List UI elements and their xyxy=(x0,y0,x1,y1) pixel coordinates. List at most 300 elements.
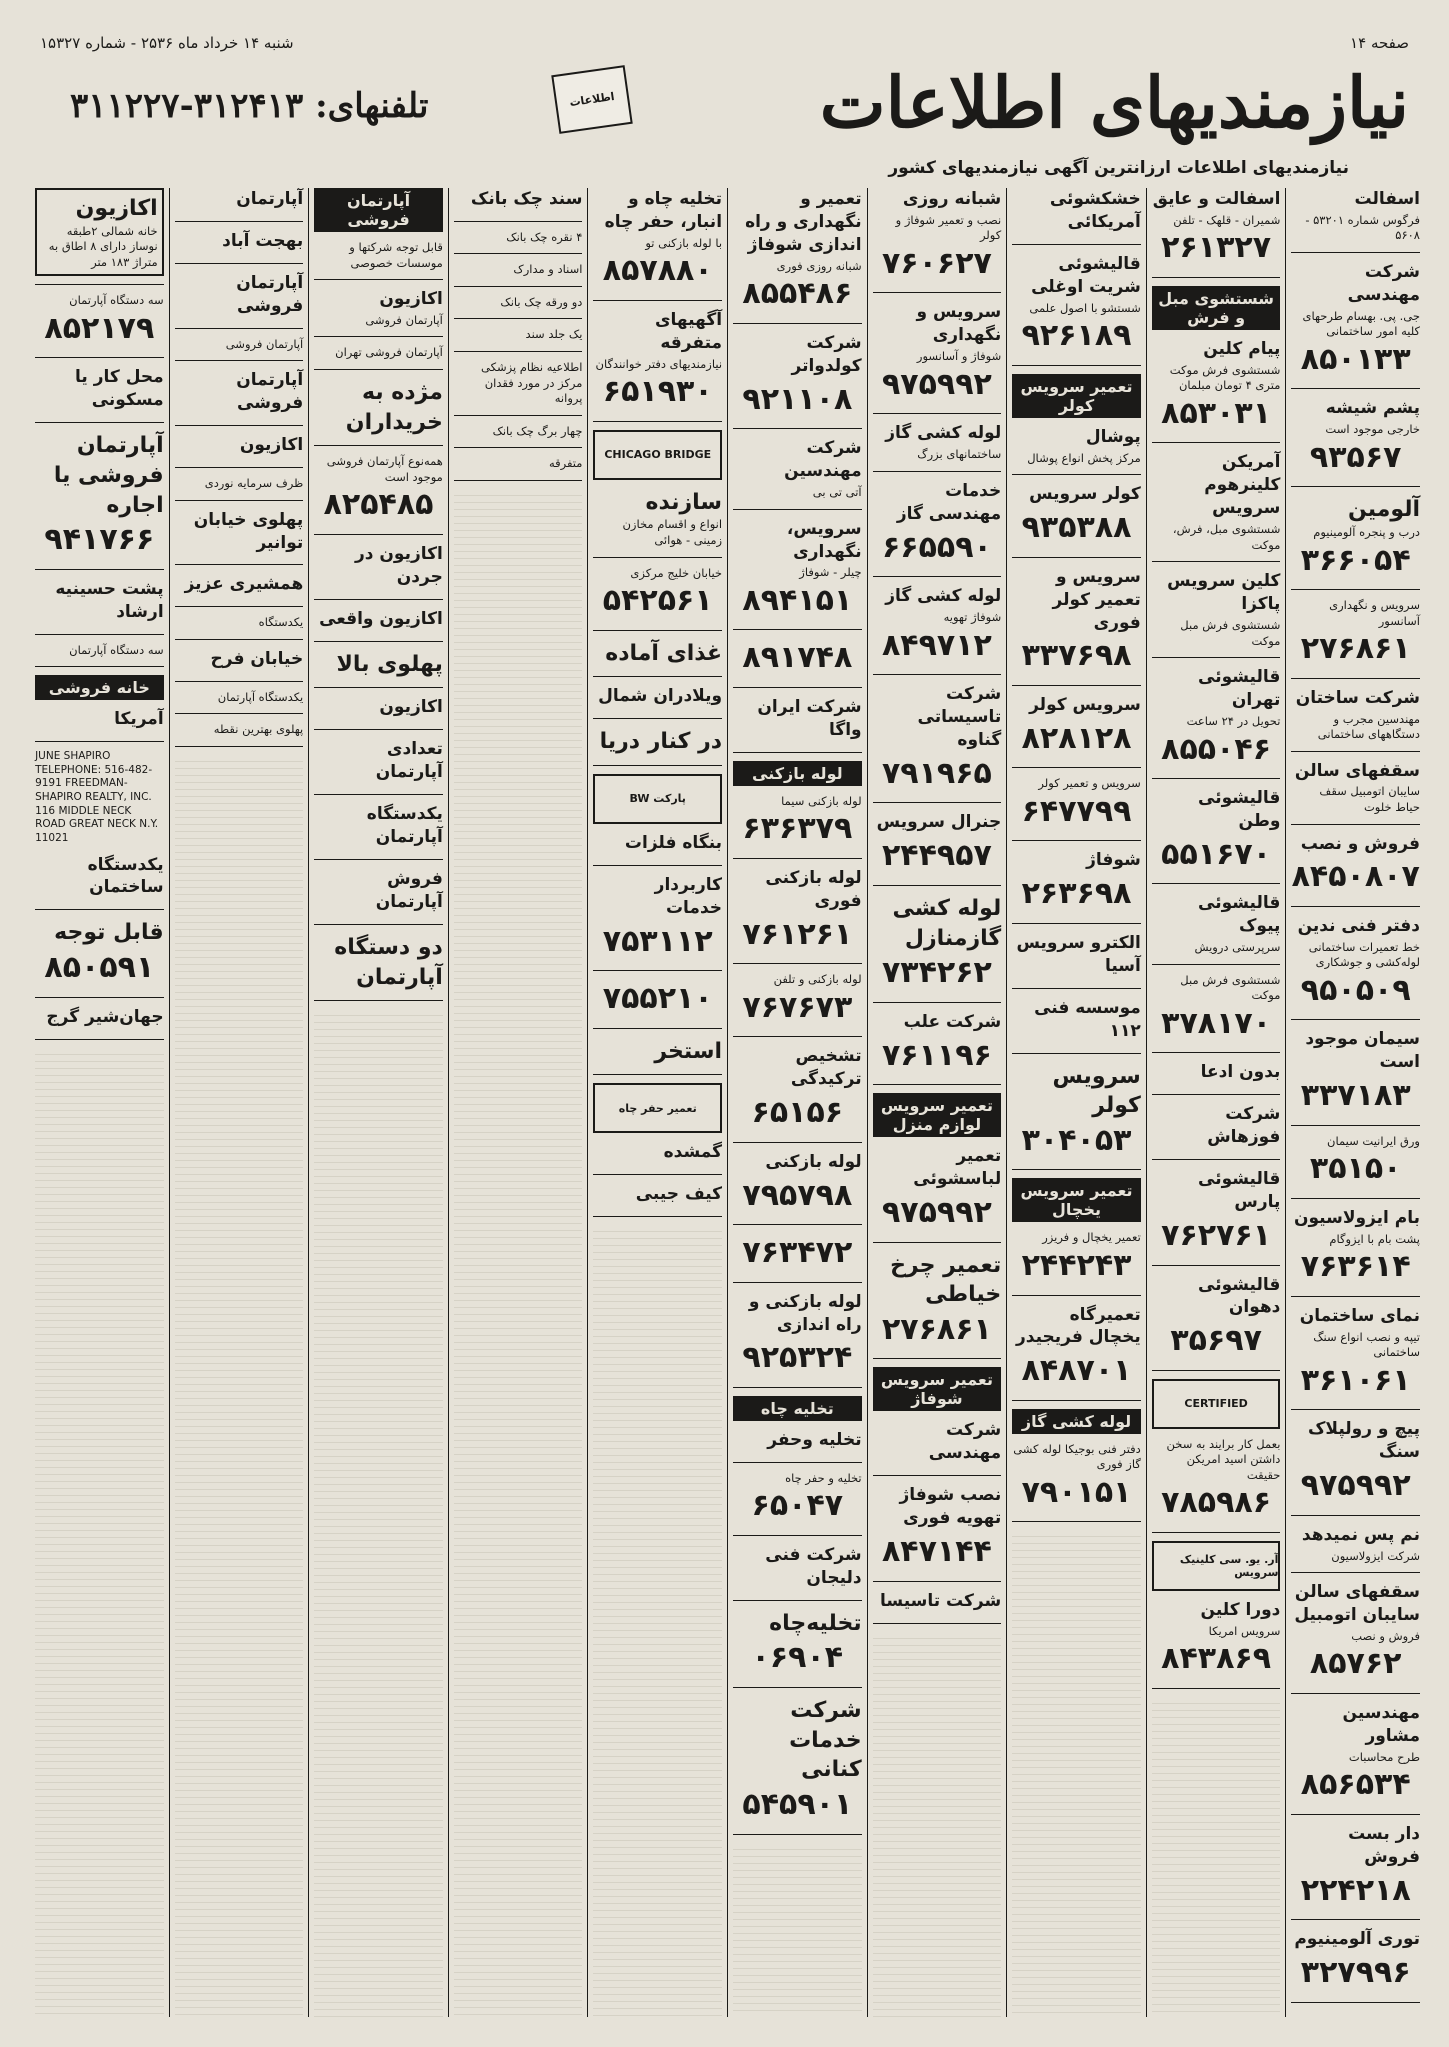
section-banner: تعمیر سرویس کولر xyxy=(1012,374,1141,418)
ad-heading: نمای ساختمان xyxy=(1299,1305,1420,1326)
ad-divider xyxy=(1291,486,1420,487)
ad-heading: تخلیه‌چاه xyxy=(769,1610,862,1636)
small-print-filler xyxy=(733,1843,862,2017)
ad-heading: اسفالت xyxy=(1354,189,1420,209)
ad-body-text: سه دستگاه آپارتمان xyxy=(69,293,164,308)
ad-heading: پهلوی خیابان توانیر xyxy=(193,509,304,553)
classified-ad xyxy=(1291,1207,1420,1288)
classified-ad xyxy=(733,794,862,850)
classified-ad xyxy=(1152,1103,1281,1151)
ad-heading: شرکت علب xyxy=(903,1011,1002,1032)
ad-heading: کاربردار خدمات xyxy=(654,874,723,918)
ad-divider xyxy=(454,286,583,287)
ad-divider xyxy=(1012,365,1141,366)
ad-heading: اسفالت و عایق xyxy=(1152,189,1281,209)
ad-phone-number: ۷۳۴۲۶۲ xyxy=(881,955,992,991)
ad-body-text: متفرقه xyxy=(548,456,583,471)
classified-ad xyxy=(175,648,304,673)
ad-divider xyxy=(873,802,1002,803)
ad-body-text: مرکز پخش انواع پوشال xyxy=(1027,450,1141,465)
ad-heading: تخلیه چاه و انبار، حفر چاه xyxy=(604,189,723,232)
ad-divider xyxy=(733,752,862,753)
ad-divider xyxy=(593,557,722,558)
ad-body-text: خارجی موجود است xyxy=(1325,422,1420,437)
ad-divider xyxy=(873,885,1002,886)
classified-ad xyxy=(175,615,304,631)
small-print-filler xyxy=(593,1225,722,2017)
small-print-filler xyxy=(454,489,583,2017)
ad-divider xyxy=(314,445,443,446)
ad-divider xyxy=(175,639,304,640)
ad-heading: تعمیرگاه یخچال فریجیدر xyxy=(1015,1304,1141,1348)
ad-divider xyxy=(314,924,443,925)
ad-body-text: جی. پی. بهسام طرحهای کلیه امور ساختمانی xyxy=(1302,308,1420,339)
ad-divider xyxy=(1291,751,1420,752)
ad-heading: سقفهای سالن xyxy=(1294,760,1420,781)
classified-ad xyxy=(314,933,443,992)
column-8 xyxy=(308,188,448,2017)
classified-ad xyxy=(1291,598,1420,670)
ad-divider xyxy=(1152,778,1281,779)
classified-ad xyxy=(454,262,583,278)
masthead xyxy=(70,62,1409,182)
ad-divider xyxy=(1152,561,1281,562)
ad-divider xyxy=(593,865,722,866)
ad-phone-number: ۹۲۱۱۰۸ xyxy=(742,381,853,417)
ad-phone-number: ۲۲۴۲۱۸ xyxy=(1300,1872,1411,1908)
ad-body-text: قابل توجه شرکتها و موسسات خصوصی xyxy=(349,240,443,270)
classified-ad xyxy=(1291,1702,1420,1806)
ad-divider xyxy=(454,253,583,254)
classified-ad xyxy=(1152,1168,1281,1256)
masthead-subtitle: نیازمندیهای اطلاعات ارزانترین آگهی نیازمندیهای کشور xyxy=(888,158,1349,178)
column-6 xyxy=(587,188,727,2017)
ad-heading: سرویس و تعمیر کولر فوری xyxy=(1052,566,1141,633)
ad-heading: پشت حسینیه ارشاد xyxy=(55,578,164,622)
classified-ad xyxy=(35,708,164,733)
ad-heading: فروش و نصب xyxy=(1300,833,1420,854)
small-print-filler xyxy=(175,755,304,2017)
ad-phone-number: ۷۹۵۷۹۸ xyxy=(742,1177,853,1213)
ad-divider xyxy=(454,351,583,352)
ad-heading: قالیشوئی پارس xyxy=(1198,1169,1281,1213)
ad-divider xyxy=(593,421,722,422)
ad-phone-number: ۷۵۳۱۱۲ xyxy=(602,923,713,959)
ad-divider xyxy=(1012,1169,1141,1170)
ad-body-text: انواع و اقسام مخازن زمینی - هوائی xyxy=(622,517,723,547)
ad-divider xyxy=(593,765,722,766)
section-banner: آپارتمان فروشی xyxy=(314,188,443,232)
ad-heading: قالیشوئی وطن xyxy=(1198,788,1281,831)
ad-phone-number: ۹۴۱۷۶۶ xyxy=(44,522,155,558)
classified-ad xyxy=(1291,1928,1420,1993)
ad-phone-number: ۵۴۵۹۰۱ xyxy=(742,1787,853,1823)
classified-ad xyxy=(593,566,722,622)
ad-divider xyxy=(314,729,443,730)
ad-phone-number: ۷۵۵۲۱۰ xyxy=(602,981,713,1017)
ad-heading: اکازیون xyxy=(379,289,443,310)
ad-phone-number: ۸۲۵۴۸۵ xyxy=(323,487,434,523)
ad-divider xyxy=(733,687,862,688)
ad-heading: سازنده xyxy=(645,489,723,515)
ad-body-text: نصب و تعمیر شوفاژ و کولر xyxy=(895,212,1002,243)
classified-ad xyxy=(733,332,862,420)
ad-phone-number: ۹۷۵۹۹۲ xyxy=(1300,1468,1411,1504)
ad-phone-number: ۸۵۷۸۸۰ xyxy=(602,253,713,289)
ad-heading: پشم شیشه xyxy=(1325,398,1420,419)
classified-ad xyxy=(35,854,164,902)
ad-heading: سیمان موجود است xyxy=(1305,1029,1420,1073)
latin-ad-text: JUNE SHAPIRO TELEPHONE: 516-482-9191 FREEDMAN-SHAPIRO REALTY, INC. 116 MIDDLE NECK ROAD GREAT NECK N.Y. 11021 xyxy=(35,750,159,844)
ad-divider xyxy=(175,746,304,747)
ad-phone-number: ۹۵۰۵۰۹ xyxy=(1300,972,1411,1008)
ad-divider xyxy=(35,666,164,667)
classified-ad xyxy=(175,337,304,353)
ad-phone-number: ۸۴۷۱۴۴ xyxy=(881,1534,992,1570)
small-print-filler xyxy=(873,1632,1002,2017)
ad-divider xyxy=(454,221,583,222)
ad-divider xyxy=(873,292,1002,293)
ad-heading: الکترو سرویس آسیا xyxy=(1016,932,1141,976)
classified-ad xyxy=(873,422,1002,462)
ad-heading: کولر سرویس xyxy=(1029,484,1141,505)
classified-ad xyxy=(593,309,722,413)
ad-heading: دورا کلین xyxy=(1200,1599,1281,1620)
small-print-filler xyxy=(1291,2011,1420,2017)
ad-body-text: سرویس و تعمیر کولر xyxy=(1038,776,1141,791)
classified-ad xyxy=(1152,892,1281,955)
classified-ad xyxy=(314,696,443,721)
classified-ad xyxy=(175,230,304,255)
ad-heading: خیابان فرح xyxy=(210,648,304,669)
ad-heading: دفتر فنی ندین xyxy=(1297,915,1420,936)
ad-divider xyxy=(1012,557,1141,558)
ad-phone-number: ۳۵۶۹۷ xyxy=(1170,1323,1262,1359)
column-4 xyxy=(867,188,1007,2017)
classified-ad xyxy=(1291,495,1420,581)
classified-ad xyxy=(733,1471,862,1527)
ad-phone-number: ۲۴۴۹۵۷ xyxy=(881,838,992,874)
classified-ad xyxy=(1152,570,1281,649)
ad-divider xyxy=(1012,840,1141,841)
ad-body-text: چهار برگ چک بانک xyxy=(492,423,583,438)
classified-ad xyxy=(1291,397,1420,478)
ad-divider xyxy=(1291,906,1420,907)
ad-heading: لوله کشی گاز xyxy=(885,586,1002,607)
classified-ad xyxy=(873,683,1002,794)
ad-heading: پهلوی بالا xyxy=(336,651,443,677)
classified-ad xyxy=(454,327,583,343)
classified-ad xyxy=(733,518,862,622)
ad-body-text: تحویل در ۲۴ ساعت xyxy=(1186,714,1281,729)
ad-body-text: مهندسین مجرب و دستگاههای ساختمانی xyxy=(1317,711,1420,742)
ad-heading: ویلادران شمال xyxy=(598,686,723,707)
ad-body-text: سرویس و نگهداری آسانسور xyxy=(1329,598,1420,628)
ad-divider xyxy=(593,1216,722,1217)
ad-body-text: سرپرستی درویش xyxy=(1194,940,1281,955)
ad-heading: خدمات مهندسی گاز xyxy=(896,480,1002,524)
classified-ad xyxy=(1152,451,1281,553)
ad-heading: اکازیون xyxy=(75,196,158,221)
classified-ad xyxy=(1012,997,1141,1045)
ad-heading: آپارتمان فروشی یا اجاره xyxy=(53,433,164,518)
classified-ad xyxy=(1291,1028,1420,1116)
classified-ad xyxy=(1291,1418,1420,1506)
classified-ad xyxy=(1291,188,1420,244)
ad-divider xyxy=(314,859,443,860)
ad-body-text: پهلوی بهترین نقطه xyxy=(213,722,304,737)
classified-ad xyxy=(733,1609,862,1679)
ad-divider xyxy=(733,1687,862,1688)
ad-body-text: شبانه روزی فوری xyxy=(776,258,862,273)
classified-ad xyxy=(733,1291,862,1379)
ad-divider xyxy=(1012,1400,1141,1401)
classified-ad xyxy=(593,1183,722,1208)
classified-ad xyxy=(175,509,304,557)
ad-body-text: تخلیه و حفر چاه xyxy=(785,1470,862,1485)
ad-phone-number: ۷۹۰۱۵۱ xyxy=(1021,1474,1132,1510)
ad-heading: قالیشوئی پیوک xyxy=(1198,893,1281,937)
ad-divider xyxy=(733,1834,862,1835)
classified-ad xyxy=(593,874,722,962)
section-banner: تعمیر سرویس یخچال xyxy=(1012,1178,1141,1222)
column-7 xyxy=(448,188,588,2017)
ad-divider xyxy=(593,718,722,719)
ad-body-text: فروش و نصب xyxy=(1351,1628,1420,1643)
ad-phone-number: ۶۵۱۵۶ xyxy=(751,1095,844,1131)
ad-body-text: آپارتمان فروشی xyxy=(365,312,443,327)
classified-ad xyxy=(314,803,443,851)
ad-divider xyxy=(873,471,1002,472)
ad-divider xyxy=(733,963,862,964)
ad-heading: آپارتمان فروشی xyxy=(236,272,304,316)
ad-body-text: ظرف سرمایه نوردی xyxy=(204,476,304,491)
ad-body-text: یک جلد سند xyxy=(525,327,583,342)
ad-divider xyxy=(1152,964,1281,965)
classified-ad xyxy=(35,578,164,626)
ad-divider xyxy=(873,1002,1002,1003)
classified-ad xyxy=(733,437,862,500)
ad-divider xyxy=(1152,1370,1281,1371)
classified-ad xyxy=(314,454,443,526)
ad-divider xyxy=(733,509,862,510)
ad-heading: اکازیون xyxy=(379,697,443,718)
issue-line: شنبه ۱۴ خرداد ماه ۲۵۳۶ - شماره ۱۵۳۲۷ xyxy=(40,34,294,52)
ad-body-text: خط تعمیرات ساختمانی لوله‌کشی و جوشکاری xyxy=(1308,939,1420,970)
ad-body-text: شمیران - قلهک - تلفن xyxy=(1173,212,1281,227)
classified-ad xyxy=(593,685,722,710)
ad-divider xyxy=(733,1142,862,1143)
ad-heading: تعمیر چرخ خیاطی xyxy=(890,1252,1002,1308)
ad-divider xyxy=(873,1623,1002,1624)
classified-ad xyxy=(1012,426,1141,466)
ad-phone-number: ۷۹۱۹۶۵ xyxy=(881,755,992,791)
ad-divider xyxy=(1291,1515,1420,1516)
ad-body-text: شستشوی فرش مبل موکت xyxy=(1180,618,1281,648)
classified-ad xyxy=(1152,338,1281,434)
ad-body-text: شرکت ایزولاسیون xyxy=(1331,1548,1420,1563)
ad-heading: شرکت کولدواتر xyxy=(791,332,862,376)
classified-ad xyxy=(1012,1442,1141,1514)
ad-body-text: شستشوی فرش مبل موکت xyxy=(1180,972,1281,1003)
advertiser-logo-icon: CHICAGO BRIDGE xyxy=(593,430,722,480)
ad-divider xyxy=(873,1242,1002,1243)
ad-phone-number: ۷۶۳۶۱۴ xyxy=(1300,1249,1411,1285)
ad-heading: شرکت فنی دلیجان xyxy=(765,1544,862,1588)
ad-heading: شرکت مهندسی xyxy=(1347,261,1420,305)
ad-phone-number: ۳۳۷۱۸۳ xyxy=(1300,1078,1411,1114)
classified-ad xyxy=(175,369,304,417)
ad-heading: غذای آماده xyxy=(605,640,723,666)
ad-divider xyxy=(1291,1572,1420,1573)
ad-columns xyxy=(30,188,1425,2017)
ad-heading: سرویس و نگهداری xyxy=(916,302,1002,346)
classified-ad xyxy=(733,1151,862,1216)
ad-divider xyxy=(314,534,443,535)
column-10 xyxy=(30,188,169,2017)
ad-heading: لوله بازکنی فوری xyxy=(765,867,862,911)
ad-heading: سقفهای سالن سایبان اتومبیل xyxy=(1294,1582,1420,1625)
ad-phone-number: ۸۹۴۱۵۱ xyxy=(742,582,853,618)
ad-body-text: درب و پنجره آلومینیوم xyxy=(1313,525,1420,540)
ad-body-text: نیازمندیهای دفتر خوانندگان xyxy=(595,356,723,371)
ad-divider xyxy=(1291,252,1420,253)
section-banner: تعمیر سرویس لوازم منزل xyxy=(873,1093,1002,1137)
ad-heading: بدون ادعا xyxy=(1200,1062,1281,1083)
advertiser-logo-icon: تعمیر حفر چاه xyxy=(593,1083,722,1133)
ad-body-text: سرویس امریکا xyxy=(1208,1623,1281,1638)
ad-phone-number: ۶۵۱۹۳۰ xyxy=(602,374,713,410)
classified-ad xyxy=(733,1045,862,1133)
classified-ad xyxy=(1291,687,1420,743)
ad-divider xyxy=(733,428,862,429)
small-print-filler xyxy=(1012,1530,1141,2017)
ad-heading: تعمیر لباسشوئی xyxy=(913,1146,1002,1190)
ad-divider xyxy=(1291,1693,1420,1694)
ad-heading: موسسه فنی ۱۱۲ xyxy=(1034,997,1141,1041)
ad-divider xyxy=(733,1535,862,1536)
classified-ad xyxy=(1291,833,1420,898)
classified-ad xyxy=(35,366,164,414)
ad-divider xyxy=(1291,1019,1420,1020)
masthead-title: نیازمندیهای اطلاعات xyxy=(819,61,1409,144)
ad-phone-number: ۹۷۵۹۹۲ xyxy=(881,1195,992,1231)
ad-heading: لوله بازکنی و راه اندازی xyxy=(748,1291,862,1335)
ad-body-text: تعمیر یخچال و فریزر xyxy=(1042,1230,1141,1245)
classified-ad xyxy=(593,639,722,669)
classified-ad xyxy=(593,832,722,857)
ad-phone-number: ۶۴۷۷۹۹ xyxy=(1021,793,1132,829)
ad-heading: قابل توجه xyxy=(54,920,164,946)
ad-divider xyxy=(1152,883,1281,884)
classified-ad xyxy=(873,1590,1002,1615)
ad-divider xyxy=(1012,685,1141,686)
ad-divider xyxy=(1152,442,1281,443)
ad-phone-number: ۸۵۰۵۹۱ xyxy=(44,950,155,986)
classified-ad xyxy=(314,288,443,328)
classified-ad xyxy=(1291,261,1420,380)
classified-ad xyxy=(454,360,583,407)
small-print-filler xyxy=(1152,1697,1281,2017)
ad-body-text: پشت بام با ایزوگام xyxy=(1329,1231,1420,1246)
classified-ad xyxy=(1012,1062,1141,1162)
classified-ad xyxy=(593,1141,722,1166)
ad-heading: پیام کلین xyxy=(1203,338,1281,359)
ad-divider xyxy=(593,1074,722,1075)
ad-divider xyxy=(1012,767,1141,768)
ad-heading: سرویس، نگهداری xyxy=(786,518,862,562)
ad-divider xyxy=(314,336,443,337)
ad-heading: توری آلومینیوم xyxy=(1294,1929,1420,1950)
ad-heading: آمریکا xyxy=(114,709,164,730)
classified-ad xyxy=(733,1429,862,1454)
ad-phone-number: ۲۷۶۸۶۱ xyxy=(1300,631,1411,667)
ad-divider xyxy=(35,422,164,423)
ad-divider xyxy=(733,323,862,324)
ad-divider xyxy=(1152,1094,1281,1095)
ad-body-text: اطلاعیه نظام پزشکی مرکز در مورد فقدان پروانه xyxy=(481,360,583,406)
ad-phone-number: ۸۲۸۱۲۸ xyxy=(1021,720,1132,756)
ad-divider xyxy=(733,1282,862,1283)
ad-phone-number: ۸۵۶۵۳۴ xyxy=(1300,1767,1411,1803)
ad-phone-number: ۸۵۵۰۴۶ xyxy=(1161,731,1272,767)
ad-heading: در کنار دریا xyxy=(599,729,723,755)
ad-divider xyxy=(1152,1688,1281,1689)
ad-divider xyxy=(1291,1814,1420,1815)
ad-divider xyxy=(1012,244,1141,245)
ad-body-text: ورق ایرانیت سیمان xyxy=(1327,1133,1420,1148)
ad-divider xyxy=(35,741,164,742)
ad-heading: شرکت ساختان xyxy=(1295,687,1420,708)
ad-heading: قالیشوئی تهران xyxy=(1198,667,1281,711)
classified-ad xyxy=(873,894,1002,994)
ad-divider xyxy=(1012,1521,1141,1522)
ad-divider xyxy=(1012,1053,1141,1054)
ad-divider xyxy=(733,1462,862,1463)
ad-divider xyxy=(1291,2002,1420,2003)
ad-divider xyxy=(35,1039,164,1040)
ad-heading: پوشال xyxy=(1085,426,1141,447)
ad-heading: شبانه روزی xyxy=(902,189,1002,209)
ad-body-text: آپارتمان فروشی تهران xyxy=(335,345,443,360)
ad-divider xyxy=(175,425,304,426)
small-print-filler xyxy=(35,1048,164,2018)
ad-phone-number: ۸۵۲۱۷۹ xyxy=(44,310,155,346)
ad-heading: آپارتمان xyxy=(236,189,304,209)
ad-phone-number: ۷۶۰۶۲۷ xyxy=(881,245,992,281)
ad-heading: تعمیر و نگهداری و راه اندازی شوفاژ xyxy=(745,189,862,255)
ad-phone-number: ۸۵۵۴۸۶ xyxy=(742,276,853,312)
ad-phone-number: ۲۶۳۶۹۸ xyxy=(1021,876,1132,912)
ad-divider xyxy=(175,467,304,468)
ad-heading: سرویس کولر xyxy=(1029,694,1141,715)
ad-divider xyxy=(1291,1919,1420,1920)
ad-phone-number: ۸۵۳۰۳۱ xyxy=(1161,395,1272,431)
ad-divider xyxy=(873,674,1002,675)
ad-phone-number: ۸۴۳۸۶۹ xyxy=(1161,1641,1272,1677)
ad-divider xyxy=(175,606,304,607)
ad-heading: شوفاژ xyxy=(1086,850,1141,871)
classified-ad xyxy=(1012,483,1141,548)
classified-ad xyxy=(1012,849,1141,914)
section-banner: خانه فروشی xyxy=(35,675,164,700)
classified-ad xyxy=(1291,1581,1420,1685)
ad-heading: استخر xyxy=(654,1038,723,1064)
classified-ad xyxy=(175,272,304,320)
classified-ad xyxy=(1012,776,1141,832)
classified-ad xyxy=(873,188,1002,284)
ad-phone-number: ۰۶۹۰۴ xyxy=(751,1640,844,1676)
